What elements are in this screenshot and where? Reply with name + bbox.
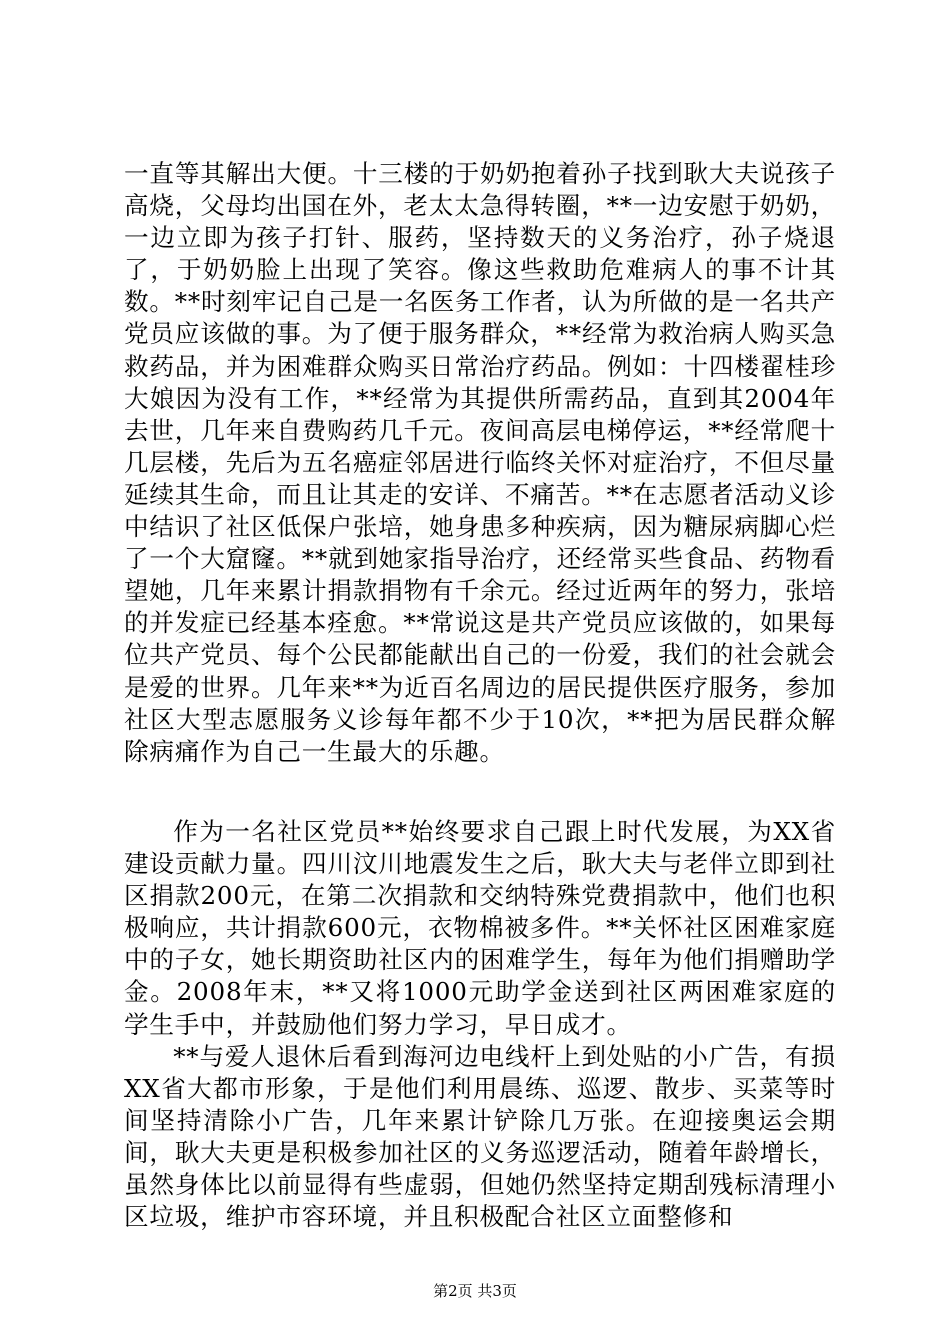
paragraph-continued: 一直等其解出大便。十三楼的于奶奶抱着孙子找到耿大夫说孩子高烧，父母均出国在外，老太太急得转圈，**一边安慰于奶奶，一边立即为孩子打针、服药，坚持数天的义务治疗，孙子烧退了，于奶奶脸上出现了笑容。像这些救助危难病人的事不计其数。**时刻牢记自己是一名医务工作者，认为所做的是一名共产党员应该做的事。为了便于服务群众，**经常为救治病人购买急救药品，并为困难群众购买日常治疗药品。例如：十四楼翟桂珍大娘因为没有工作，**经常为其提供所需药品，直到其2004年去世，几年来自费购药几千元。夜间高层电梯停运，**经常爬十几层楼，先后为五名癌症邻居进行临终关怀对症治疗，不但尽量延续其生命，而且让其走的安详、不痛苦。**在志愿者活动义诊中结识了社区低保户张培，她身患多种疾病，因为糖尿病脚心烂了一个大窟窿。**就到她家指导治疗，还经常买些食品、药物看望她，几年来累计捐款捐物有千余元。经过近两年的努力，张培的并发症已经基本痊愈。**常说这是共产党员应该做的，如果每位共产党员、每个公民都能献出自己的一份爱，我们的社会就会是爱的世界。几年来**为近百名周边的居民提供医疗服务，参加社区大型志愿服务义诊每年都不少于10次，**把为居民群众解除病痛作为自己一生最大的乐趣。 <box>124 159 836 766</box>
body-text-section-1 <box>124 158 836 768</box>
paragraph-community-cleanup: **与爱人退休后看到海河边电线杆上到处贴的小广告，有损XX省大都市形象，于是他们利用晨练、巡逻、散步、买菜等时间坚持清除小广告，几年来累计铲除几万张。在迎接奥运会期间，耿大夫更是积极参加社区的义务巡逻活动，随着年龄增长，虽然身体比以前显得有些虚弱，但她仍然坚持定期刮残标清理小区垃圾，维护市容环境，并且积极配合社区立面整修和 <box>124 1041 836 1232</box>
body-text-section-2 <box>124 816 836 1233</box>
page-footer: 第2页 共3页 <box>433 1282 517 1300</box>
paragraph-donations: 作为一名社区党员**始终要求自己跟上时代发展，为XX省建设贡献力量。四川汶川地震发生之后，耿大夫与老伴立即到社区捐款200元，在第二次捐款和交纳特殊党费捐款中，他们也积极响应，共计捐款600元，衣物棉被多件。**关怀社区困难家庭中的子女，她长期资助社区内的困难学生，每年为他们捐赠助学金。2008年末，**又将1000元助学金送到社区两困难家庭的学生手中，并鼓励他们努力学习，早日成才。 <box>124 817 836 1039</box>
